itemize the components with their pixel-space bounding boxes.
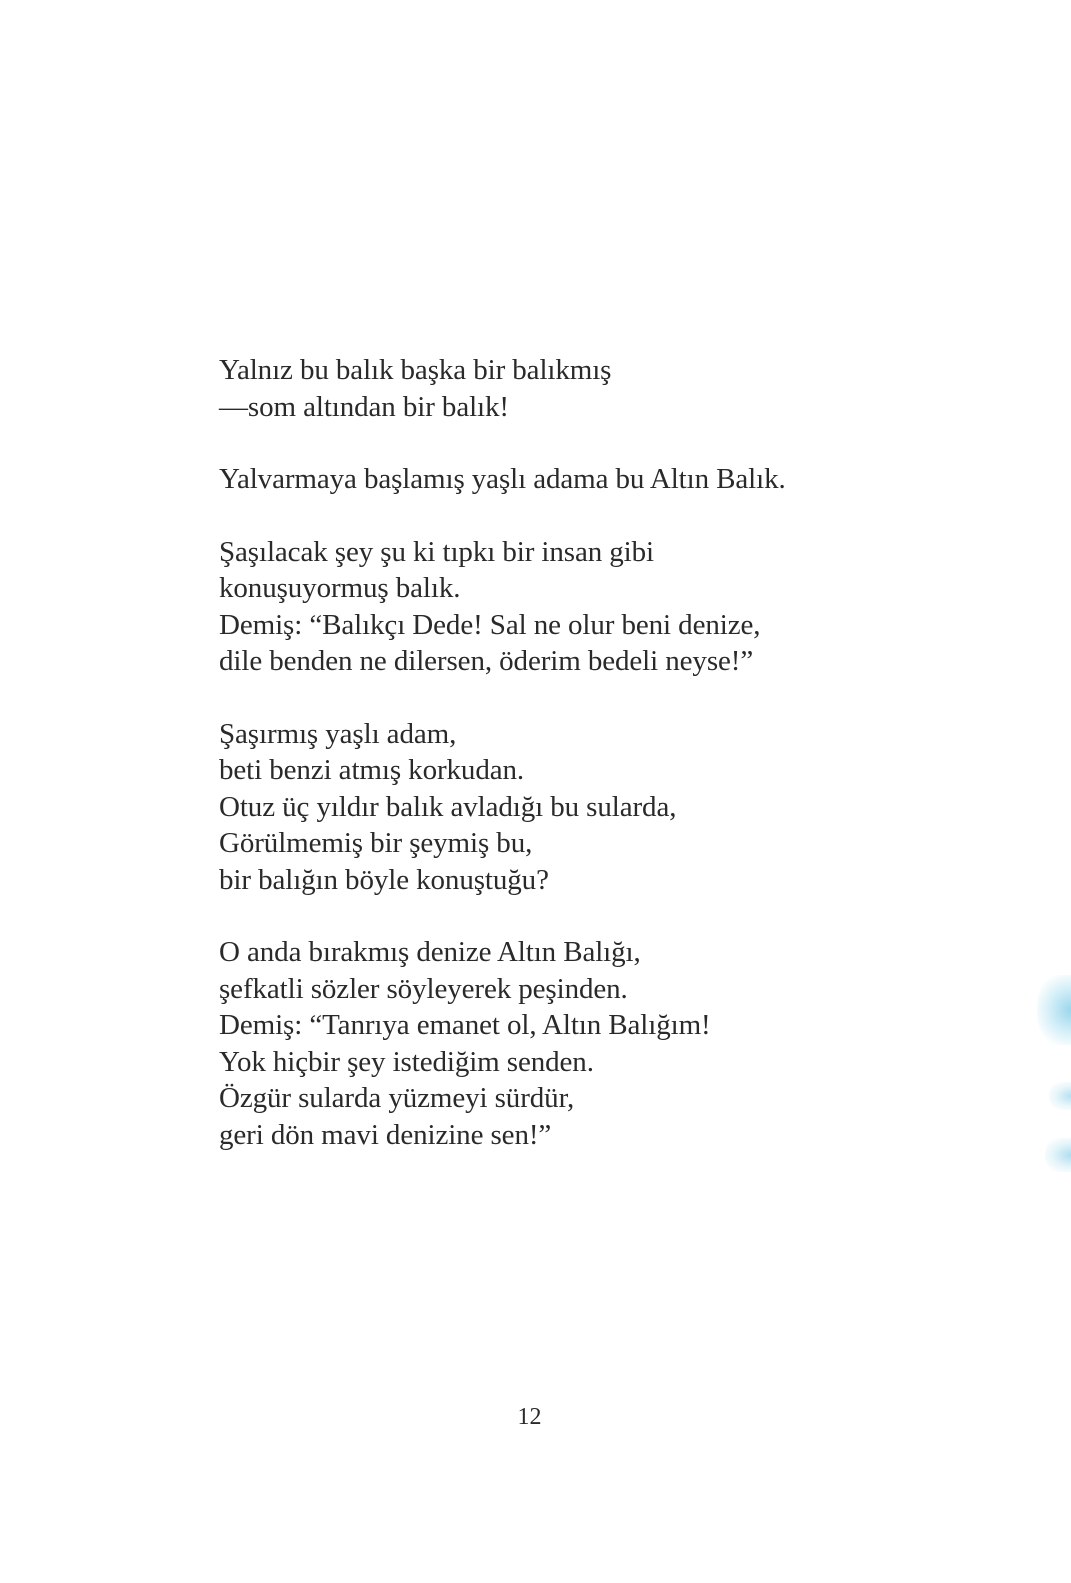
watercolor-edge-decoration bbox=[1045, 1138, 1071, 1172]
page-number-label: 12 bbox=[517, 1404, 542, 1430]
poem-line: Yalvarmaya başlamış yaşlı adama bu Altın Balık. bbox=[219, 463, 786, 495]
poem-line: beti benzi atmış korkudan. bbox=[219, 754, 525, 786]
poem-line: Otuz üç yıldır balık avladığı bu sularda, bbox=[219, 790, 677, 823]
poem-body bbox=[219, 352, 919, 1189]
poem-line: geri dön mavi denizine sen!” bbox=[219, 1118, 552, 1151]
page-number bbox=[0, 1404, 1071, 1431]
watercolor-edge-decoration bbox=[1049, 1082, 1071, 1110]
stanza-2 bbox=[219, 461, 919, 498]
watercolor-edge-decoration bbox=[1037, 975, 1071, 1045]
poem-line: O anda bırakmış denize Altın Balığı, bbox=[219, 936, 641, 968]
stanza-4 bbox=[219, 716, 919, 899]
stanza-5 bbox=[219, 934, 919, 1153]
poem-line: Şaşırmış yaşlı adam, bbox=[219, 717, 457, 750]
stanza-1 bbox=[219, 352, 919, 425]
poem-line: —som altından bir balık! bbox=[219, 390, 509, 423]
poem-line: şefkatli sözler söyleyerek peşinden. bbox=[219, 972, 628, 1005]
poem-line: Özgür sularda yüzmeyi sürdür, bbox=[219, 1082, 575, 1114]
poem-line: konuşuyormuş balık. bbox=[219, 572, 461, 604]
stanza-3 bbox=[219, 534, 919, 680]
poem-line: Şaşılacak şey şu ki tıpkı bir insan gibi bbox=[219, 535, 654, 568]
poem-line: bir balığın böyle konuştuğu? bbox=[219, 863, 549, 896]
poem-line: Demiş: “Tanrıya emanet ol, Altın Balığım! bbox=[219, 1009, 711, 1041]
poem-line: Demiş: “Balıkçı Dede! Sal ne olur beni denize, bbox=[219, 608, 761, 641]
poem-line: Yok hiçbir şey istediğim senden. bbox=[219, 1045, 594, 1078]
poem-line: dile benden ne dilersen, öderim bedeli neyse!” bbox=[219, 645, 754, 677]
poem-line: Görülmemiş bir şeymiş bu, bbox=[219, 827, 533, 859]
poem-line: Yalnız bu balık başka bir balıkmış bbox=[219, 354, 612, 386]
